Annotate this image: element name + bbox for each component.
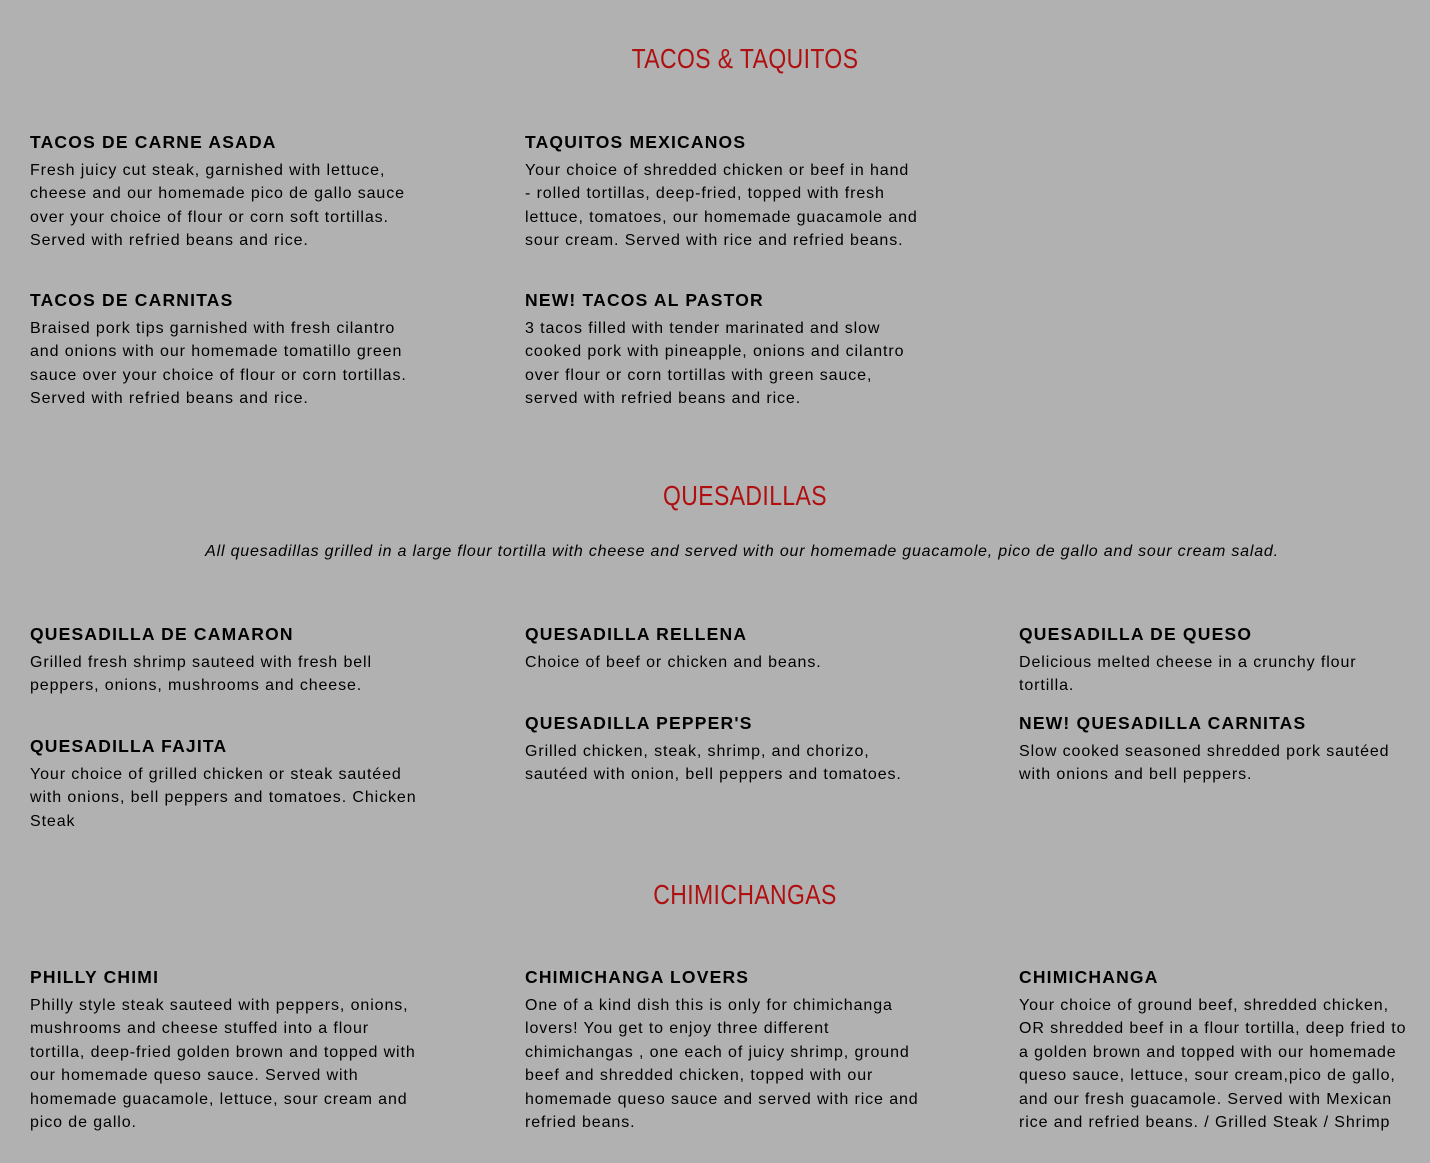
item-name: QUESADILLA RELLENA bbox=[525, 624, 748, 644]
item-description: Philly style steak sauteed with peppers, onions, mushrooms and cheese stuffed into a flour tortilla, deep-fried golden brown and topped with our homemade queso sauce. Served with homemade guacamole, lettuce, sour cream and pico de gallo. bbox=[30, 997, 416, 1132]
item-name: PHILLY CHIMI bbox=[30, 967, 160, 987]
menu-item-philly-chimi bbox=[30, 966, 425, 1134]
item-name: QUESADILLA PEPPER'S bbox=[525, 713, 753, 733]
item-description: Your choice of grilled chicken or steak sautéed with onions, bell peppers and tomatoes. Chicken Steak bbox=[30, 766, 417, 830]
item-description: One of a kind dish this is only for chimichanga lovers! You get to enjoy three different chimichangas , one each of juicy shrimp, ground beef and shredded chicken, topped with our homemade queso sauce and served with rice and refried beans. bbox=[525, 997, 919, 1132]
section-title-chimichangas: CHIMICHANGAS bbox=[653, 879, 837, 910]
section-title-tacos: TACOS & TAQUITOS bbox=[631, 43, 859, 74]
item-description: Slow cooked seasoned shredded pork sautéed with onions and bell peppers. bbox=[1019, 743, 1390, 784]
menu-item-quesadilla-peppers bbox=[525, 712, 920, 787]
menu-item-quesadilla-rellena bbox=[525, 623, 920, 674]
item-name: CHIMICHANGA bbox=[1019, 967, 1159, 987]
menu-item-quesadilla-fajita bbox=[30, 735, 425, 833]
item-name: NEW! QUESADILLA CARNITAS bbox=[1019, 713, 1307, 733]
menu-item-taquitos-mexicanos bbox=[525, 131, 920, 253]
item-name: QUESADILLA DE CAMARON bbox=[30, 624, 294, 644]
item-description: Your choice of shredded chicken or beef in hand - rolled tortillas, deep-fried, topped with fresh lettuce, tomatoes, our homemade guacamole and sour cream. Served with rice and refried beans. bbox=[525, 162, 918, 250]
menu-item-tacos-de-carnitas bbox=[30, 289, 425, 411]
menu-item-quesadilla-de-queso bbox=[1019, 623, 1414, 698]
section-title-quesadillas: QUESADILLAS bbox=[662, 480, 828, 511]
menu-item-chimichanga bbox=[1019, 966, 1419, 1134]
section-note-quesadillas: All quesadillas grilled in a large flour tortilla with cheese and served with our homemade guacamole, pico de gallo and sour cream salad. bbox=[205, 543, 1279, 560]
menu-item-quesadilla-carnitas bbox=[1019, 712, 1419, 787]
item-name: TACOS DE CARNITAS bbox=[30, 290, 234, 310]
item-description: Delicious melted cheese in a crunchy flour tortilla. bbox=[1019, 654, 1357, 695]
item-name: NEW! TACOS AL PASTOR bbox=[525, 290, 764, 310]
item-name: CHIMICHANGA LOVERS bbox=[525, 967, 750, 987]
item-name: TAQUITOS MEXICANOS bbox=[525, 132, 747, 152]
item-name: TACOS DE CARNE ASADA bbox=[30, 132, 277, 152]
menu-item-tacos-de-carne-asada bbox=[30, 131, 425, 253]
item-description: Your choice of ground beef, shredded chicken, OR shredded beef in a flour tortilla, deep fried to a golden brown and topped with our homemade queso sauce, lettuce, sour cream,pico de gallo, and our fresh guacamole. Served with Mexican rice and refried beans. / Grilled Steak / Shrimp bbox=[1019, 997, 1407, 1132]
item-name: QUESADILLA FAJITA bbox=[30, 736, 228, 756]
menu-item-quesadilla-de-camaron bbox=[30, 623, 425, 698]
item-description: Grilled fresh shrimp sauteed with fresh bell peppers, onions, mushrooms and cheese. bbox=[30, 654, 372, 695]
item-name: QUESADILLA DE QUESO bbox=[1019, 624, 1253, 644]
menu-item-chimichanga-lovers bbox=[525, 966, 920, 1134]
menu-item-tacos-al-pastor bbox=[525, 289, 920, 411]
item-description: Braised pork tips garnished with fresh cilantro and onions with our homemade tomatillo green sauce over your choice of flour or corn tortillas. Served with refried beans and rice. bbox=[30, 320, 407, 408]
item-description: Grilled chicken, steak, shrimp, and chorizo, sautéed with onion, bell peppers and tomatoes. bbox=[525, 743, 902, 784]
item-description: 3 tacos filled with tender marinated and slow cooked pork with pineapple, onions and cilantro over flour or corn tortillas with green sauce, served with refried beans and rice. bbox=[525, 320, 905, 408]
item-description: Fresh juicy cut steak, garnished with lettuce, cheese and our homemade pico de gallo sauce over your choice of flour or corn soft tortillas. Served with refried beans and rice. bbox=[30, 162, 405, 250]
item-description: Choice of beef or chicken and beans. bbox=[525, 654, 822, 671]
